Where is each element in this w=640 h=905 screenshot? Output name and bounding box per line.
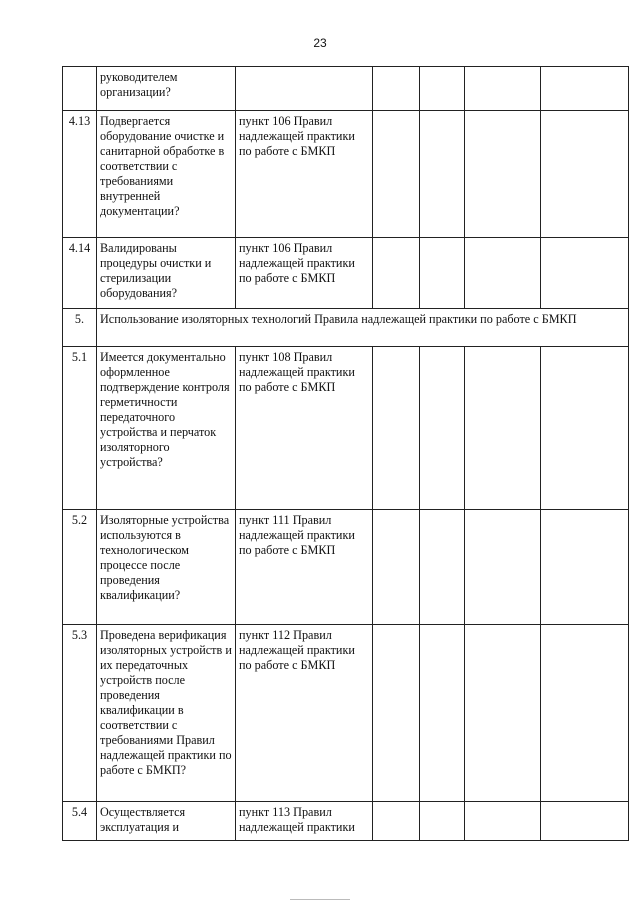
item-number <box>63 67 97 111</box>
table-row <box>63 802 629 841</box>
item-number: 5.2 <box>63 510 97 625</box>
section-number: 5. <box>63 309 97 347</box>
answer-cell <box>541 802 629 841</box>
answer-cell <box>465 802 541 841</box>
answer-cell <box>465 347 541 510</box>
item-number: 5.3 <box>63 625 97 802</box>
reference-text: пункт 106 Правил надлежащей практики по работе с БМКП <box>236 111 373 238</box>
answer-cell <box>465 67 541 111</box>
reference-text <box>236 67 373 111</box>
page-number: 23 <box>313 36 327 50</box>
answer-cell <box>541 67 629 111</box>
reference-text: пункт 111 Правил надлежащей практики по работе с БМКП <box>236 510 373 625</box>
table-row <box>63 625 629 802</box>
answer-cell <box>373 802 420 841</box>
answer-cell <box>541 238 629 309</box>
question-text: руководителем организации? <box>97 67 236 111</box>
answer-cell <box>541 347 629 510</box>
answer-cell <box>420 347 465 510</box>
table-row <box>63 347 629 510</box>
checklist-table <box>62 66 629 841</box>
scan-artifact <box>290 899 350 900</box>
table-row <box>63 238 629 309</box>
question-text: Изоляторные устройства используются в технологическом процессе после проведения квалификации? <box>97 510 236 625</box>
section-title: Использование изоляторных технологий Правила надлежащей практики по работе с БМКП <box>97 309 629 347</box>
question-text: Имеется документально оформленное подтверждение контроля герметичности передаточного устройства и перчаток изоляторного устройства? <box>97 347 236 510</box>
answer-cell <box>373 111 420 238</box>
reference-text: пункт 106 Правил надлежащей практики по работе с БМКП <box>236 238 373 309</box>
answer-cell <box>465 510 541 625</box>
reference-text: пункт 112 Правил надлежащей практики по работе с БМКП <box>236 625 373 802</box>
answer-cell <box>373 67 420 111</box>
answer-cell <box>541 510 629 625</box>
reference-text: пункт 108 Правил надлежащей практики по работе с БМКП <box>236 347 373 510</box>
answer-cell <box>420 67 465 111</box>
item-number: 5.4 <box>63 802 97 841</box>
question-text: Подвергается оборудование очистке и санитарной обработке в соответствии с требованиями внутренней документации? <box>97 111 236 238</box>
answer-cell <box>420 510 465 625</box>
question-text: Проведена верификация изоляторных устройств и их передаточных устройств после проведения квалификации в соответствии с требованиями Правил надлежащей практики по работе с БМКП? <box>97 625 236 802</box>
answer-cell <box>420 111 465 238</box>
question-text: Валидированы процедуры очистки и стерилизации оборудования? <box>97 238 236 309</box>
answer-cell <box>420 238 465 309</box>
answer-cell <box>373 238 420 309</box>
item-number: 5.1 <box>63 347 97 510</box>
answer-cell <box>465 625 541 802</box>
table-row <box>63 510 629 625</box>
reference-text: пункт 113 Правил надлежащей практики <box>236 802 373 841</box>
question-text: Осуществляется эксплуатация и <box>97 802 236 841</box>
answer-cell <box>465 111 541 238</box>
item-number: 4.14 <box>63 238 97 309</box>
answer-cell <box>420 625 465 802</box>
answer-cell <box>420 802 465 841</box>
answer-cell <box>541 111 629 238</box>
answer-cell <box>373 625 420 802</box>
answer-cell <box>373 510 420 625</box>
item-number: 4.13 <box>63 111 97 238</box>
answer-cell <box>465 238 541 309</box>
answer-cell <box>373 347 420 510</box>
table-row <box>63 67 629 111</box>
table-row <box>63 111 629 238</box>
section-header-row <box>63 309 629 347</box>
answer-cell <box>541 625 629 802</box>
